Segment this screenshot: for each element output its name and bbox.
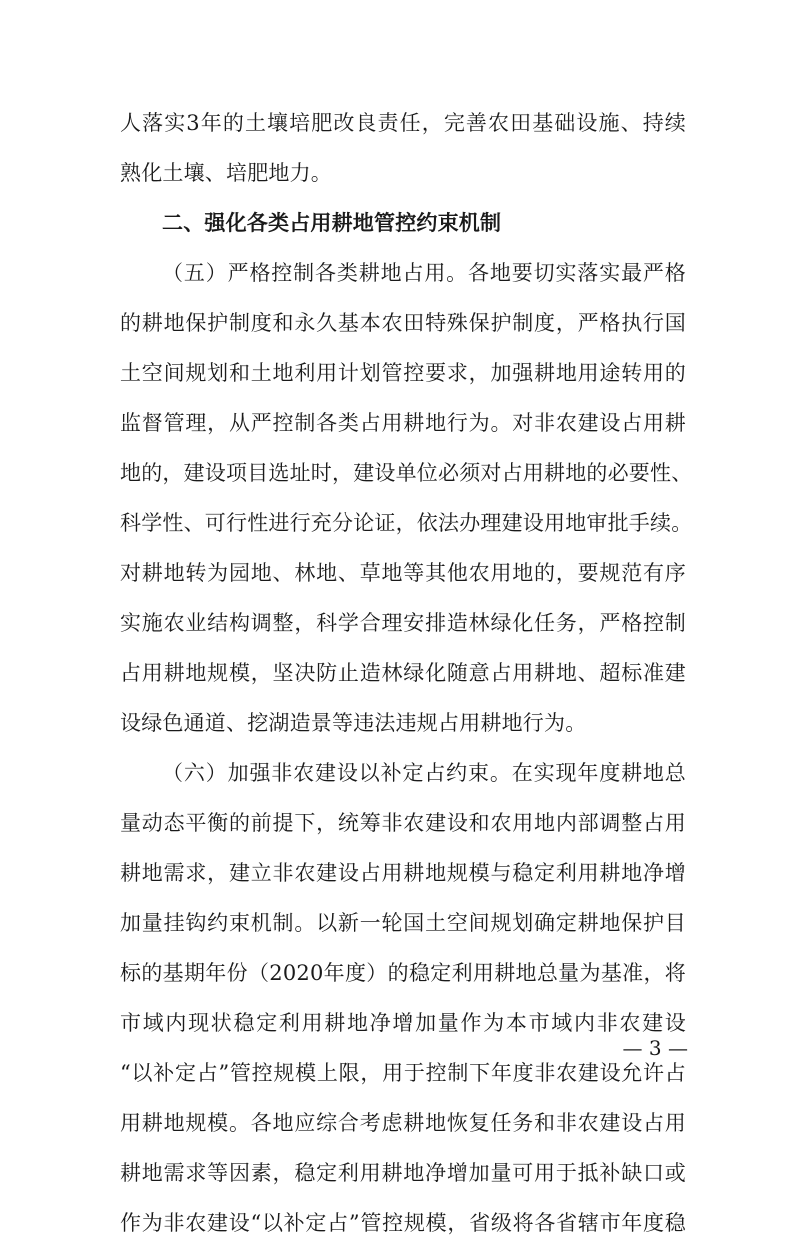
text-line: 市域内现状稳定利用耕地净增加量作为本市域内非农建设 [120,1011,686,1035]
paragraph-start-line: （五）严格控制各类耕地占用。各地要切实落实最严格 [162,261,686,285]
text-line: 熟化土壤、培肥地力。 [120,161,332,185]
section-heading: 二、强化各类占用耕地管控约束机制 [162,211,502,235]
text-line: 标的基期年份（2020年度）的稳定利用耕地总量为基准，将 [120,961,686,985]
text-line: 地的，建设项目选址时，建设单位必须对占用耕地的必要性、 [120,461,693,485]
text-line: 占用耕地规模，坚决防止造林绿化随意占用耕地、超标准建 [120,661,686,685]
text-line: 设绿色通道、挖湖造景等违法违规占用耕地行为。 [120,711,587,735]
text-line: 监督管理，从严控制各类占用耕地行为。对非农建设占用耕 [120,411,686,435]
text-line: 土空间规划和土地利用计划管控要求，加强耕地用途转用的 [120,361,686,385]
text-line: 耕地需求等因素，稳定利用耕地净增加量可用于抵补缺口或 [120,1161,686,1185]
text-line: 作为非农建设“以补定占”管控规模，省级将各省辖市年度稳 [120,1211,686,1235]
text-line: 耕地需求，建立非农建设占用耕地规模与稳定利用耕地净增 [120,861,686,885]
text-line: 加量挂钩约束机制。以新一轮国土空间规划确定耕地保护目 [120,911,686,935]
text-line: 的耕地保护制度和永久基本农田特殊保护制度，严格执行国 [120,311,686,335]
text-line: 用耕地规模。各地应综合考虑耕地恢复任务和非农建设占用 [120,1111,686,1135]
text-line: 人落实3年的土壤培肥改良责任，完善农田基础设施、持续 [120,111,686,135]
document-body [120,98,693,1248]
page-number: — 3 — [622,1036,688,1060]
text-line: 实施农业结构调整，科学合理安排造林绿化任务，严格控制 [120,611,686,635]
text-line: “以补定占”管控规模上限，用于控制下年度非农建设允许占 [120,1061,686,1085]
text-line: 量动态平衡的前提下，统筹非农建设和农用地内部调整占用 [120,811,686,835]
text-line: 科学性、可行性进行充分论证，依法办理建设用地审批手续。 [120,511,693,535]
paragraph-start-line: （六）加强非农建设以补定占约束。在实现年度耕地总 [162,761,686,785]
text-line: 对耕地转为园地、林地、草地等其他农用地的，要规范有序 [120,561,686,585]
